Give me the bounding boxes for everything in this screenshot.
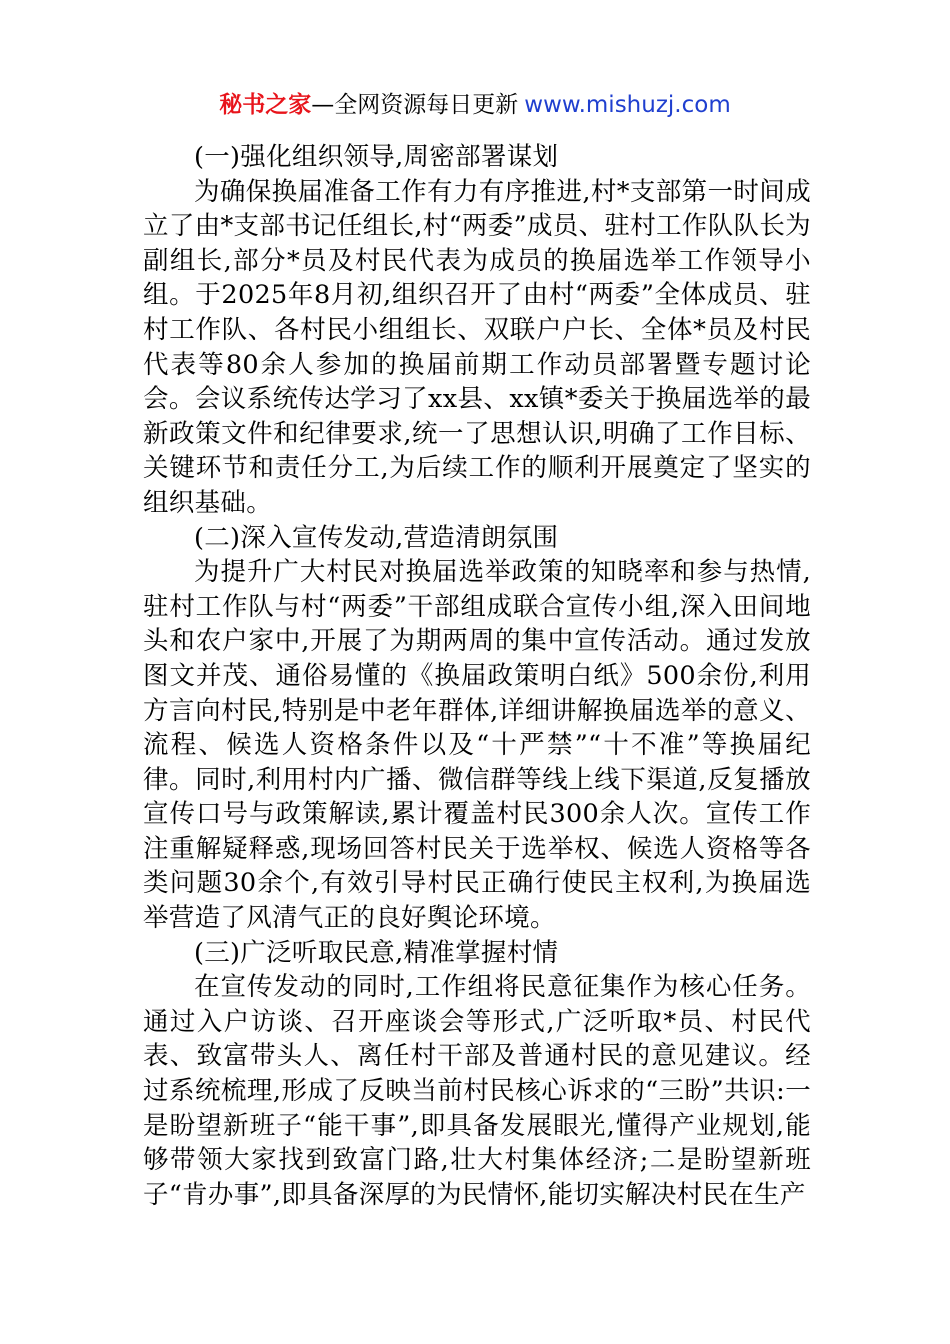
brand-name: 秘书之家 (219, 92, 312, 118)
header-dash: — (311, 92, 335, 118)
section-heading-3: (三)广泛听取民意,精准掌握村情 (194, 937, 559, 968)
section-heading-2: (二)深入宣传发动,营造清朗氛围 (194, 522, 559, 553)
section-paragraph-2: 为提升广大村民对换届选举政策的知晓率和参与热情,驻村工作队与村“两委”干部组成联合宣传小组,深入田间地头和农户家中,开展了为期两周的集中宣传活动。通过发放图文并茂、通俗易懂的《换届政策明白纸》500余份,利用方言向村民,特别是中老年群体,详细讲解换届选举的意义、流程、候选人资格条件以及“十严禁”“十不准”等换届纪律。同时,利用村内广播、微信群等线上线下渠道,反复播放宣传口号与政策解读,累计覆盖村民300余人次。宣传工作注重解疑释惑,现场回答村民关于选举权、候选人资格等各类问题30余个,有效引导村民正确行使民主权利,为换届选举营造了风清气正的良好舆论环境。 (143, 557, 811, 934)
section-paragraph-1: 为确保换届准备工作有力有序推进,村*支部第一时间成立了由*支部书记任组长,村“两委”成员、驻村工作队队长为副组长,部分*员及村民代表为成员的换届选举工作领导小组。于2025年8月初,组织召开了由村“两委”全体成员、驻村工作队、各村民小组组长、双联户户长、全体*员及村民代表等80余人参加的换届前期工作动员部署暨专题讨论会。会议系统传达学习了xx县、xx镇*委关于换届选举的最新政策文件和纪律要求,统一了思想认识,明确了工作目标、关键环节和责任分工,为后续工作的顺利开展奠定了坚实的组织基础。 (143, 176, 811, 518)
header-slogan: 全网资源每日更新 (334, 92, 519, 118)
section-heading-1: (一)强化组织领导,周密部署谋划 (194, 142, 559, 172)
site-header (0, 88, 950, 122)
site-url-link[interactable]: www.mishuzj.com (524, 92, 731, 118)
document-body (143, 140, 811, 1212)
section-paragraph-3: 在宣传发动的同时,工作组将民意征集作为核心任务。通过入户访谈、召开座谈会等形式,广泛听取*员、村民代表、致富带头人、离任村干部及普通村民的意见建议。经过系统梳理,形成了反映当前村民核心诉求的“三盼”共识:一是盼望新班子“能干事”,即具备发展眼光,懂得产业规划,能够带领大家找到致富门路,壮大村集体经济;二是盼望新班子“肯办事”,即具备深厚的为民情怀,能切实解决村民在生产 (143, 972, 811, 1210)
